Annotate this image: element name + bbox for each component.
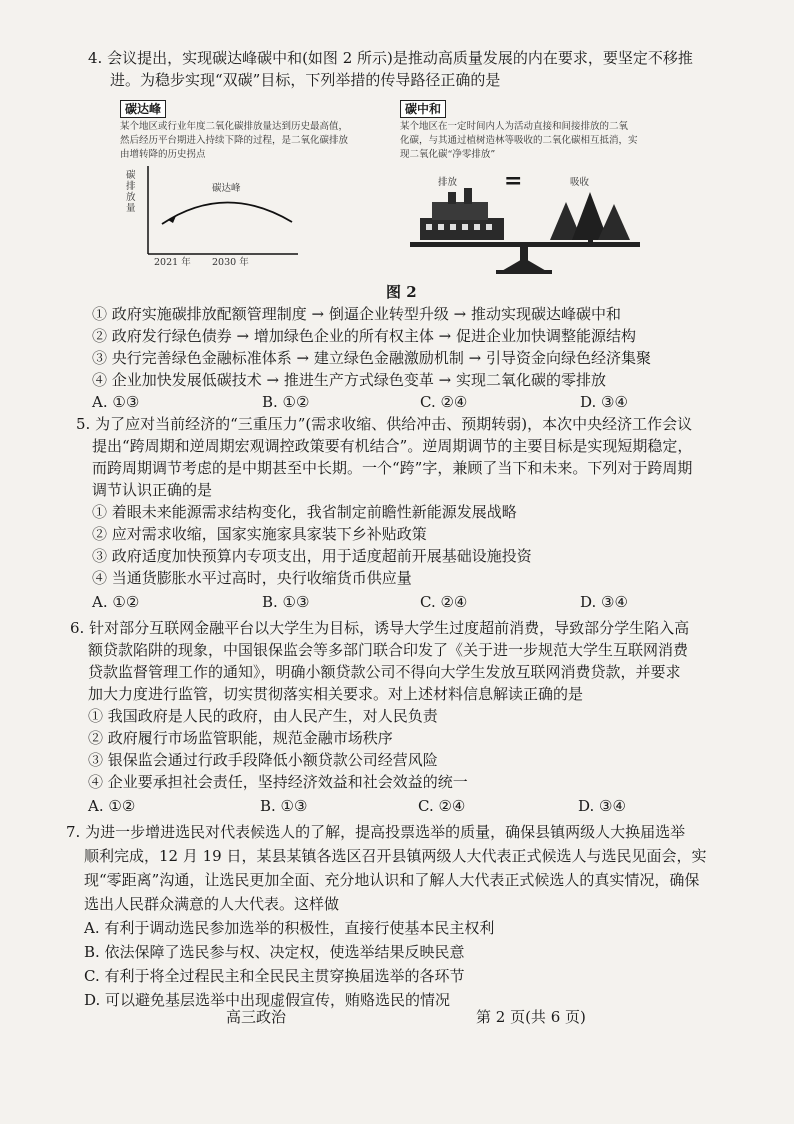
q4-options: [92, 392, 692, 412]
scale-icon: [410, 242, 640, 274]
q5-stem-line1: 5. 为了应对当前经济的“三重压力”(需求收缩、供给冲击、预期转弱)，本次中央经济工作会议: [76, 415, 693, 433]
emit-label: 排放: [438, 177, 458, 188]
q4-statement-1: ① 政府实施碳排放配额管理制度 → 倒逼企业转型升级 → 推动实现碳达峰碳中和: [92, 305, 621, 323]
q5-option-d[interactable]: D. ③④: [580, 593, 628, 611]
carbon-peak-text3: 由增转降的历史拐点: [120, 149, 206, 160]
q6-statement-2: ② 政府履行市场监管职能，规范金融市场秩序: [88, 729, 393, 747]
q4-option-b[interactable]: B. ①②: [262, 393, 310, 411]
q5-stem-line3: 而跨周期调节考虑的是中期甚至中长期。一个“跨”字，兼顾了当下和未来。下列对于跨周期: [92, 459, 693, 477]
q6-options: [88, 796, 688, 816]
absorb-label: 吸收: [570, 177, 590, 188]
q5-statement-2: ② 应对需求收缩，国家实施家具家装下乡补贴政策: [92, 525, 427, 543]
q5-statement-3: ③ 政府适度加快预算内专项支出，用于适度超前开展基础设施投资: [92, 547, 532, 565]
q4-statement-2: ② 政府发行绿色债券 → 增加绿色企业的所有权主体 → 促进企业加快调整能源结构: [92, 327, 636, 345]
q6-option-a[interactable]: A. ①②: [88, 797, 136, 815]
q5-options: [92, 592, 692, 612]
trees-icon: [550, 192, 630, 244]
equals-sign: =: [504, 168, 523, 194]
q5-option-c[interactable]: C. ②④: [420, 593, 468, 611]
carbon-peak-text2: 然后经历平台期进入持续下降的过程，是二氧化碳排放: [120, 135, 349, 146]
q6-stem-line3: 贷款监督管理工作的通知》，明确小额贷款公司不得向大学生发放互联网消费贷款，并要求: [88, 663, 681, 681]
carbon-neutral-text1: 某个地区在一定时间内人为活动直接和间接排放的二氧: [400, 121, 629, 132]
factory-icon: [420, 188, 504, 240]
balance-scale-illustration: [400, 188, 660, 276]
q7-option-b[interactable]: B. 依法保障了选民参与权、决定权，使选举结果反映民意: [84, 943, 465, 961]
q6-stem-line1: 6. 针对部分互联网金融平台以大学生为目标，诱导大学生过度超前消费，导致部分学生陷入高: [70, 619, 690, 637]
q4-stem-line1: 4. 会议提出，实现碳达峰碳中和(如图 2 所示)是推动高质量发展的内在要求，要坚定不移推: [88, 49, 693, 67]
q6-stem-line2: 额贷款陷阱的现象，中国银保监会等多部门联合印发了《关于进一步规范大学生互联网消费: [88, 641, 689, 659]
carbon-neutral-title: 碳中和: [400, 100, 446, 118]
carbon-peak-figure: [120, 96, 360, 276]
q4-statement-4: ④ 企业加快发展低碳技术 → 推进生产方式绿色变革 → 实现二氧化碳的零排放: [92, 371, 606, 389]
q7-option-d[interactable]: D. 可以避免基层选举中出现虚假宣传，贿赂选民的情况: [84, 991, 451, 1009]
q4-statement-3: ③ 央行完善绿色金融标准体系 → 建立绿色金融激励机制 → 引导资金向绿色经济集聚: [92, 349, 651, 367]
q5-option-a[interactable]: A. ①②: [92, 593, 140, 611]
q4-stem-line2: 进。为稳步实现“双碳”目标，下列举措的传导路径正确的是: [110, 71, 501, 89]
peak-label: 碳达峰: [212, 183, 241, 194]
q5-option-b[interactable]: B. ①③: [262, 593, 310, 611]
q7-option-c[interactable]: C. 有利于将全过程民主和全民民主贯穿换届选举的各环节: [84, 967, 465, 985]
q5-stem-line2: 提出“跨周期和逆周期宏观调控政策要有机结合”。逆周期调节的主要目标是实现短期稳定，: [92, 437, 693, 455]
q4-option-d[interactable]: D. ③④: [580, 393, 628, 411]
q6-option-d[interactable]: D. ③④: [578, 797, 626, 815]
carbon-peak-text1: 某个地区或行业年度二氧化碳排放量达到历史最高值，: [120, 121, 349, 132]
q7-stem-line4: 选出人民群众满意的人大代表。这样做: [84, 895, 340, 913]
figure-caption: 图 2: [386, 283, 417, 301]
q6-statement-1: ① 我国政府是人民的政府，由人民产生，对人民负责: [88, 707, 438, 725]
q4-option-a[interactable]: A. ①③: [92, 393, 140, 411]
q7-stem-line2: 顺利完成，12 月 19 日，某县某镇各选区召开县镇两级人大代表正式候选人与选民见面会，实: [84, 847, 707, 865]
q5-stem-line4: 调节认识正确的是: [92, 481, 213, 499]
q6-option-c[interactable]: C. ②④: [418, 797, 466, 815]
q6-option-b[interactable]: B. ①③: [260, 797, 308, 815]
carbon-peak-title: 碳达峰: [120, 100, 166, 118]
carbon-neutral-text3: 现二氧化碳“净零排放”: [400, 149, 496, 160]
carbon-neutral-text2: 化碳，与其通过植树造林等吸收的二氧化碳相互抵消，实: [400, 135, 638, 146]
q5-statement-4: ④ 当通货膨胀水平过高时，央行收缩货币供应量: [92, 569, 412, 587]
x-tick-2030: 2030 年: [212, 257, 249, 268]
q6-statement-4: ④ 企业要承担社会责任，坚持经济效益和社会效益的统一: [88, 773, 468, 791]
q6-stem-line4: 加大力度进行监管，切实贯彻落实相关要求。对上述材料信息解读正确的是: [88, 685, 584, 703]
carbon-neutral-figure: [400, 96, 660, 276]
q7-stem-line1: 7. 为进一步增进选民对代表候选人的了解，提高投票选举的质量，确保县镇两级人大换届选举: [66, 823, 686, 841]
q5-statement-1: ① 着眼未来能源需求结构变化，我省制定前瞻性新能源发展战略: [92, 503, 517, 521]
q7-stem-line3: 现“零距离”沟通，让选民更加全面、充分地认识和了解人大代表正式候选人的真实情况，确保: [84, 871, 700, 889]
footer-subject: 高三政治: [226, 1008, 287, 1026]
q7-option-a[interactable]: A. 有利于调动选民参加选举的积极性，直接行使基本民主权利: [84, 919, 495, 937]
emission-curve: [162, 202, 292, 224]
footer-page-number: 第 2 页(共 6 页): [476, 1008, 586, 1026]
q6-statement-3: ③ 银保监会通过行政手段降低小额贷款公司经营风险: [88, 751, 438, 769]
carbon-peak-ylabel: 碳排放量: [126, 170, 136, 214]
q4-option-c[interactable]: C. ②④: [420, 393, 468, 411]
x-tick-2021: 2021 年: [154, 257, 191, 268]
